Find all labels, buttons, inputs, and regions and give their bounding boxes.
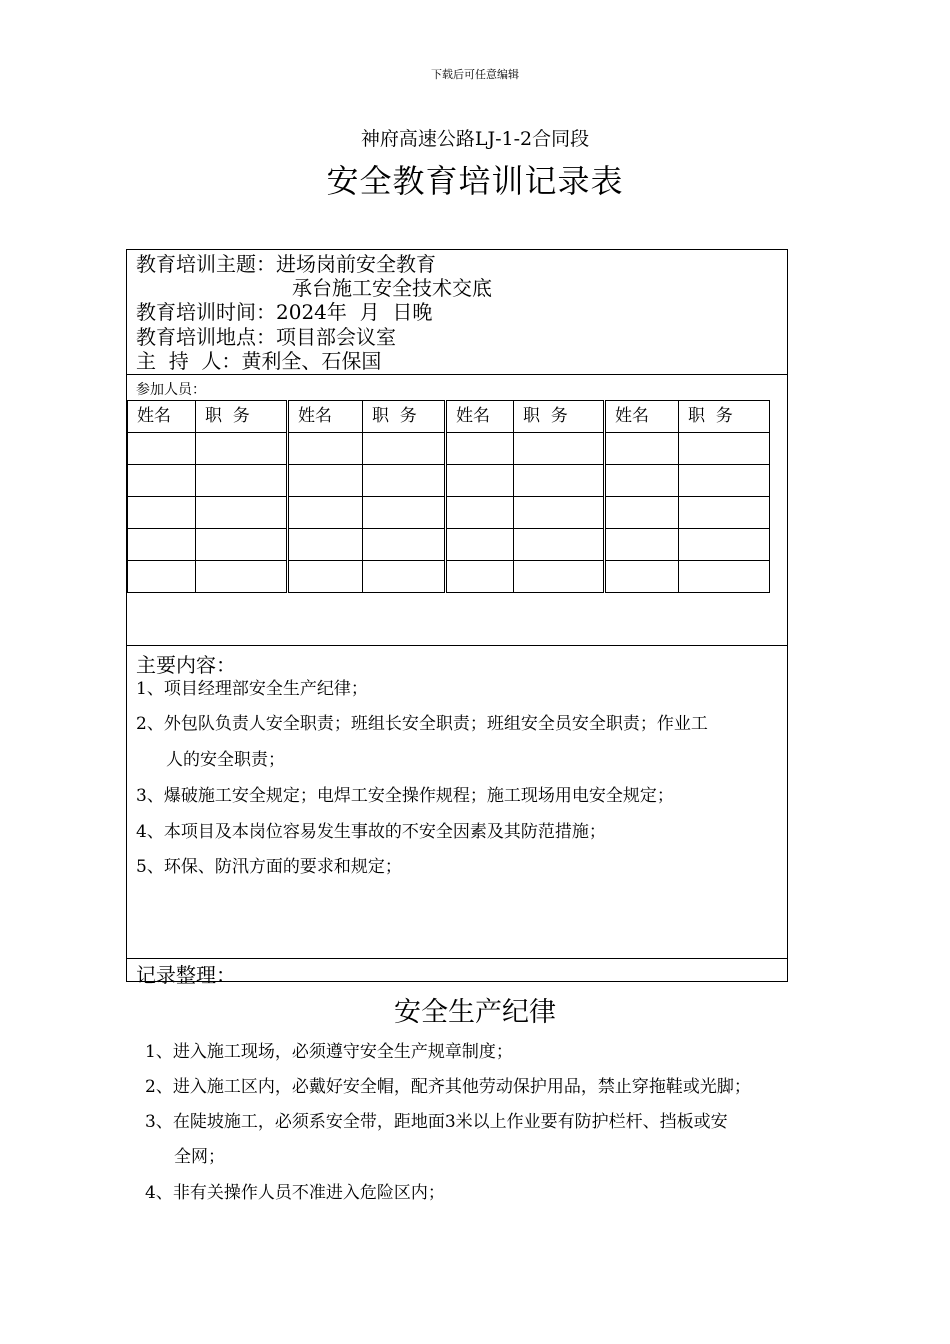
column-header-position: 职 务 bbox=[363, 401, 445, 433]
content-item: 1、项目经理部安全生产纪律； bbox=[136, 679, 368, 699]
name-cell[interactable] bbox=[447, 497, 514, 529]
name-cell[interactable] bbox=[128, 433, 196, 465]
position-cell[interactable] bbox=[196, 529, 287, 561]
discipline-item-continuation: 全网； bbox=[174, 1147, 225, 1167]
column-header-position: 职 务 bbox=[514, 401, 604, 433]
name-cell[interactable] bbox=[606, 465, 679, 497]
position-cell[interactable] bbox=[363, 433, 445, 465]
position-cell[interactable] bbox=[363, 561, 445, 593]
name-cell[interactable] bbox=[606, 497, 679, 529]
name-cell[interactable] bbox=[447, 561, 514, 593]
time-value: 2024年 月 日晚 bbox=[276, 300, 433, 324]
name-cell[interactable] bbox=[606, 529, 679, 561]
name-cell[interactable] bbox=[289, 529, 363, 561]
time-row bbox=[136, 300, 432, 324]
discipline-title: 安全生产纪律 bbox=[394, 997, 556, 1028]
host-label: 主 持 人： bbox=[136, 349, 242, 373]
document-title: 安全教育培训记录表 bbox=[326, 162, 624, 200]
position-cell[interactable] bbox=[679, 561, 770, 593]
name-cell[interactable] bbox=[128, 529, 196, 561]
name-cell[interactable] bbox=[128, 465, 196, 497]
participant-row bbox=[128, 433, 770, 465]
column-header-name: 姓名 bbox=[606, 401, 679, 433]
participants-section bbox=[127, 375, 787, 646]
main-content-section bbox=[127, 646, 787, 959]
training-info-section bbox=[127, 250, 787, 375]
position-cell[interactable] bbox=[514, 529, 604, 561]
position-cell[interactable] bbox=[363, 529, 445, 561]
name-cell[interactable] bbox=[289, 497, 363, 529]
name-cell[interactable] bbox=[289, 465, 363, 497]
position-cell[interactable] bbox=[363, 497, 445, 529]
place-label: 教育培训地点： bbox=[136, 325, 276, 349]
place-value: 项目部会议室 bbox=[276, 325, 396, 349]
host-row bbox=[136, 349, 381, 373]
name-cell[interactable] bbox=[606, 433, 679, 465]
column-header-position: 职 务 bbox=[679, 401, 770, 433]
position-cell[interactable] bbox=[514, 433, 604, 465]
host-value: 黄利全、石保国 bbox=[241, 349, 382, 373]
position-cell[interactable] bbox=[196, 465, 287, 497]
content-item: 3、爆破施工安全规定；电焊工安全操作规程；施工现场用电安全规定； bbox=[136, 786, 674, 806]
column-header-name: 姓名 bbox=[128, 401, 196, 433]
name-cell[interactable] bbox=[128, 561, 196, 593]
content-item: 4、本项目及本岗位容易发生事故的不安全因素及其防范措施； bbox=[136, 822, 606, 842]
name-cell[interactable] bbox=[289, 433, 363, 465]
name-cell[interactable] bbox=[447, 465, 514, 497]
position-cell[interactable] bbox=[196, 497, 287, 529]
participants-table bbox=[127, 400, 770, 593]
position-cell[interactable] bbox=[679, 433, 770, 465]
position-cell[interactable] bbox=[679, 497, 770, 529]
name-cell[interactable] bbox=[289, 561, 363, 593]
participants-header-row bbox=[128, 401, 770, 433]
position-cell[interactable] bbox=[514, 497, 604, 529]
topic-value-2: 承台施工安全技术交底 bbox=[292, 276, 492, 300]
column-header-name: 姓名 bbox=[289, 401, 363, 433]
position-cell[interactable] bbox=[679, 529, 770, 561]
time-label: 教育培训时间： bbox=[136, 300, 276, 324]
position-cell[interactable] bbox=[196, 561, 287, 593]
position-cell[interactable] bbox=[196, 433, 287, 465]
training-record-form bbox=[126, 249, 788, 987]
name-cell[interactable] bbox=[128, 497, 196, 529]
name-cell[interactable] bbox=[447, 433, 514, 465]
discipline-item: 4、非有关操作人员不准进入危险区内； bbox=[145, 1183, 445, 1203]
content-item: 5、环保、防汛方面的要求和规定； bbox=[136, 857, 402, 877]
position-cell[interactable] bbox=[679, 465, 770, 497]
document-subtitle: 神府高速公路LJ-1-2合同段 bbox=[360, 128, 590, 150]
content-header: 主要内容： bbox=[136, 653, 236, 677]
position-cell[interactable] bbox=[514, 465, 604, 497]
position-cell[interactable] bbox=[514, 561, 604, 593]
discipline-item: 3、在陡坡施工，必须系安全带，距地面3米以上作业要有防护栏杆、挡板或安 bbox=[145, 1112, 728, 1132]
discipline-item: 1、进入施工现场，必须遵守安全生产规章制度； bbox=[145, 1042, 513, 1062]
column-header-position: 职 务 bbox=[196, 401, 287, 433]
name-cell[interactable] bbox=[447, 529, 514, 561]
position-cell[interactable] bbox=[363, 465, 445, 497]
topic-value-1: 进场岗前安全教育 bbox=[276, 252, 436, 276]
participant-row bbox=[128, 529, 770, 561]
column-header-name: 姓名 bbox=[447, 401, 514, 433]
discipline-item: 2、进入施工区内，必戴好安全帽，配齐其他劳动保护用品，禁止穿拖鞋或光脚； bbox=[145, 1077, 751, 1097]
topic-row bbox=[136, 252, 436, 276]
place-row bbox=[136, 325, 396, 349]
topic-label: 教育培训主题： bbox=[136, 252, 276, 276]
header-note: 下载后可任意编辑 bbox=[431, 68, 519, 81]
participants-label: 参加人员： bbox=[136, 382, 206, 398]
name-cell[interactable] bbox=[606, 561, 679, 593]
participant-row bbox=[128, 561, 770, 593]
record-label: 记录整理： bbox=[136, 963, 236, 987]
content-item-continuation: 人的安全职责； bbox=[166, 750, 285, 770]
participant-row bbox=[128, 465, 770, 497]
participant-row bbox=[128, 497, 770, 529]
content-item: 2、外包队负责人安全职责；班组长安全职责；班组安全员安全职责；作业工 bbox=[136, 714, 708, 734]
